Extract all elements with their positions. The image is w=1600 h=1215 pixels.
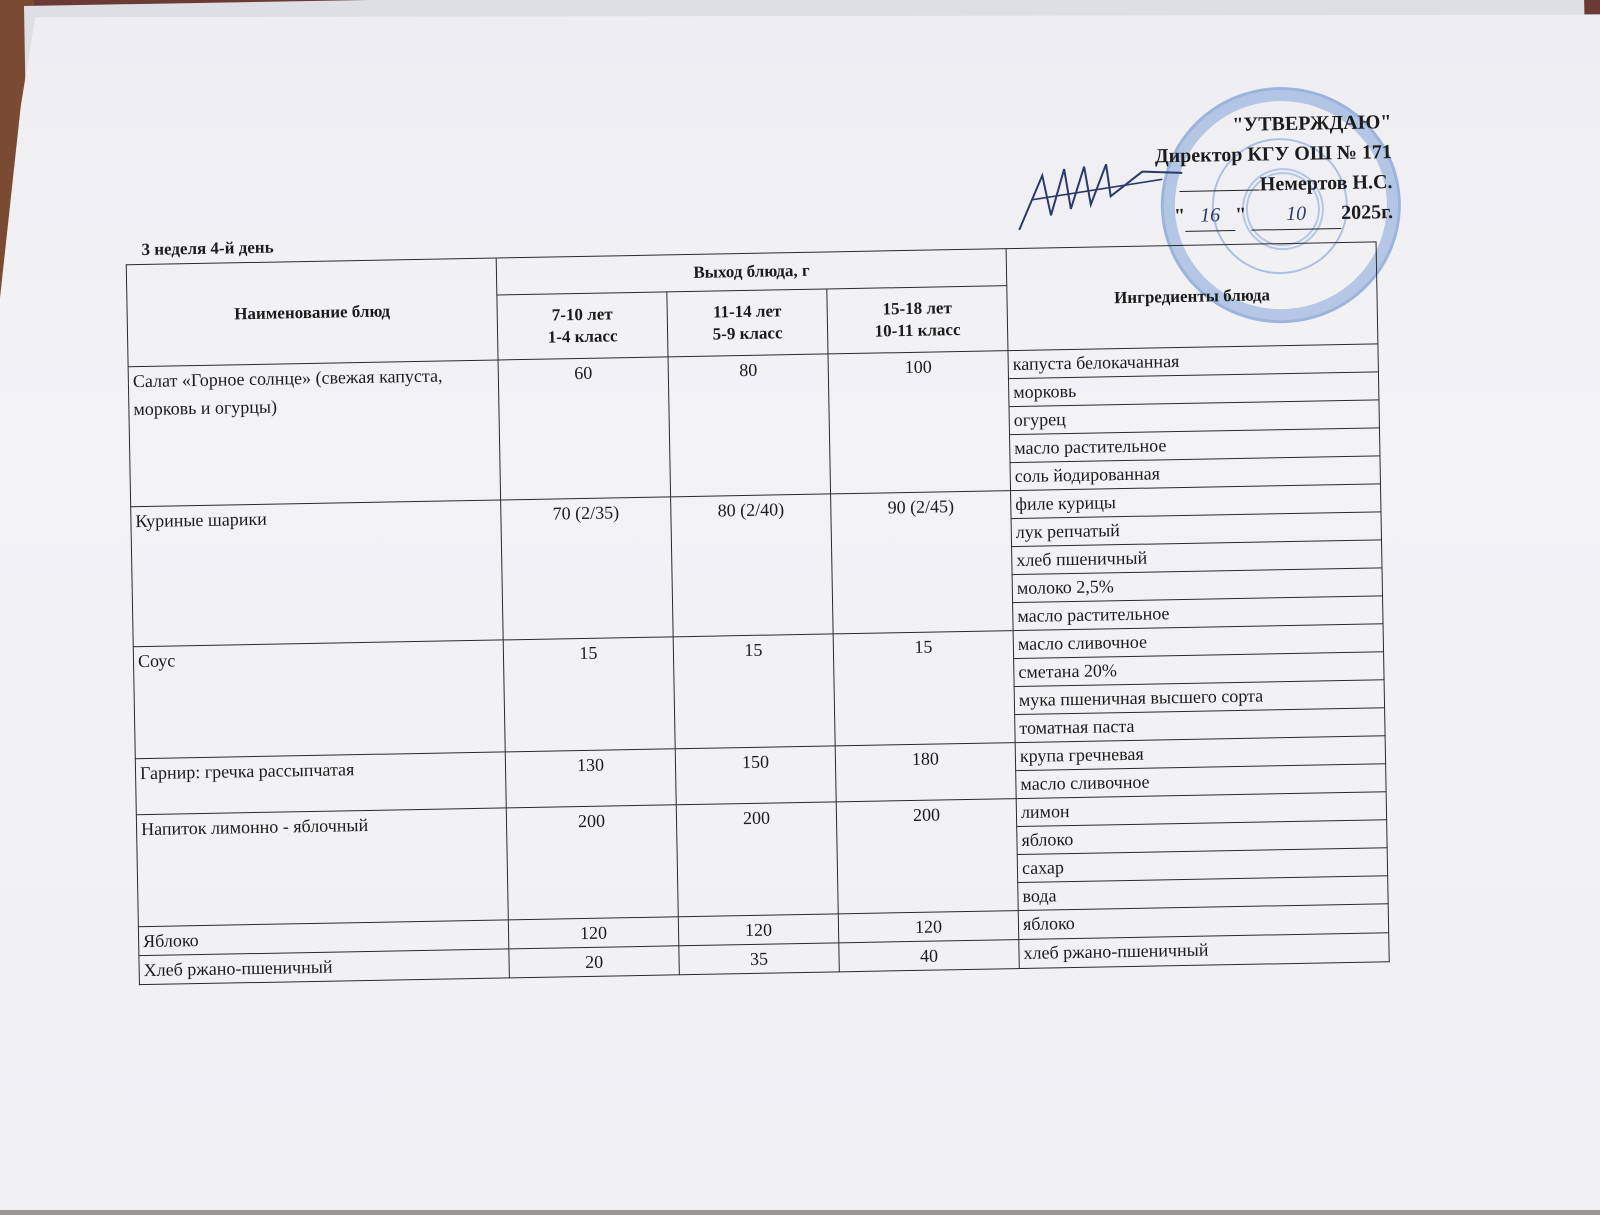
ingredient-cell: яблоко xyxy=(1017,820,1387,855)
ingredient-cell: сахар xyxy=(1017,848,1387,883)
ingredient-cell: крупа гречневая xyxy=(1015,736,1385,771)
date-month: 10 xyxy=(1251,198,1342,231)
page-title: 3 неделя 4-й день xyxy=(141,237,274,260)
menu-table xyxy=(126,241,1390,985)
yield-7-10: 200 xyxy=(506,805,678,920)
yield-15-18: 40 xyxy=(839,940,1020,972)
ingredient-cell: масло растительное xyxy=(1010,428,1380,463)
ingredient-cell: сметана 20% xyxy=(1014,652,1384,687)
ingredient-cell: хлеб ржано-пшеничный xyxy=(1019,933,1389,969)
yield-15-18: 100 xyxy=(828,351,1011,494)
header-dish: Наименование блюд xyxy=(126,258,498,367)
yield-7-10: 15 xyxy=(503,637,675,752)
table-body xyxy=(128,344,1389,985)
yield-15-18: 180 xyxy=(835,743,1016,802)
ingredient-cell: филе курицы xyxy=(1011,484,1381,519)
yield-7-10: 20 xyxy=(509,946,680,978)
ingredient-cell: масло растительное xyxy=(1013,596,1383,631)
ingredient-cell: масло сливочное xyxy=(1016,764,1386,799)
dish-name: Напиток лимонно - яблочный xyxy=(136,808,508,927)
signature-line xyxy=(1180,190,1260,192)
ingredient-cell: морковь xyxy=(1009,372,1379,407)
ingredient-cell: молоко 2,5% xyxy=(1012,568,1382,603)
yield-11-14: 15 xyxy=(673,634,835,749)
yield-15-18: 120 xyxy=(838,911,1019,943)
dish-name: Гарнир: гречка рассыпчатая xyxy=(135,752,506,815)
yield-11-14: 150 xyxy=(675,746,836,805)
ingredient-cell: томатная паста xyxy=(1015,708,1385,743)
ingredient-cell: соль йодированная xyxy=(1010,456,1380,491)
approval-position: Директор КГУ ОШ № 171 xyxy=(1154,141,1393,168)
ingredient-cell: вода xyxy=(1018,876,1388,911)
yield-11-14: 35 xyxy=(679,943,840,975)
dish-name: Хлеб ржано-пшеничный xyxy=(139,949,509,985)
approval-title: "УТВЕРЖДАЮ" xyxy=(1232,111,1392,136)
yield-7-10: 130 xyxy=(505,749,676,808)
ingredient-cell: лук репчатый xyxy=(1011,512,1381,547)
yield-7-10: 120 xyxy=(508,917,679,949)
yield-7-10: 60 xyxy=(498,357,671,500)
yield-11-14: 200 xyxy=(676,802,838,917)
ingredient-cell: лимон xyxy=(1016,792,1386,827)
yield-15-18: 200 xyxy=(836,799,1018,914)
header-age-11-14: 11-14 лет 5-9 класс xyxy=(667,289,828,357)
approval-block xyxy=(1051,107,1393,234)
yield-15-18: 15 xyxy=(833,631,1015,746)
ingredient-cell: яблоко xyxy=(1018,904,1388,940)
approval-signer: Немертов Н.С. xyxy=(1052,167,1392,203)
ingredient-cell: хлеб пшеничный xyxy=(1012,540,1382,575)
dish-name: Салат «Горное солнце» (свежая капуста, морковь и огурцы) xyxy=(128,360,501,507)
ingredient-cell: мука пшеничная высшего сорта xyxy=(1014,680,1384,715)
yield-11-14: 80 xyxy=(668,354,831,497)
header-age-15-18: 15-18 лет 10-11 класс xyxy=(827,286,1008,354)
dish-name: Яблоко xyxy=(138,920,508,956)
header-ingredients: Ингредиенты блюда xyxy=(1006,242,1378,351)
ingredient-cell: капуста белокачанная xyxy=(1008,344,1378,379)
dish-name: Куриные шарики xyxy=(131,500,504,647)
yield-15-18: 90 (2/45) xyxy=(831,491,1014,634)
header-yield: Выход блюда, г xyxy=(496,249,1007,295)
yield-11-14: 120 xyxy=(678,914,839,946)
ingredient-cell: огурец xyxy=(1009,400,1379,435)
date-day: 16 xyxy=(1185,200,1236,232)
yield-7-10: 70 (2/35) xyxy=(501,497,674,640)
approval-date: " 16 " 10 2025г. xyxy=(1053,197,1394,234)
ingredient-cell: масло сливочное xyxy=(1013,624,1383,659)
header-age-7-10: 7-10 лет 1-4 класс xyxy=(497,292,668,360)
dish-name: Соус xyxy=(133,640,505,759)
yield-11-14: 80 (2/40) xyxy=(671,494,834,637)
